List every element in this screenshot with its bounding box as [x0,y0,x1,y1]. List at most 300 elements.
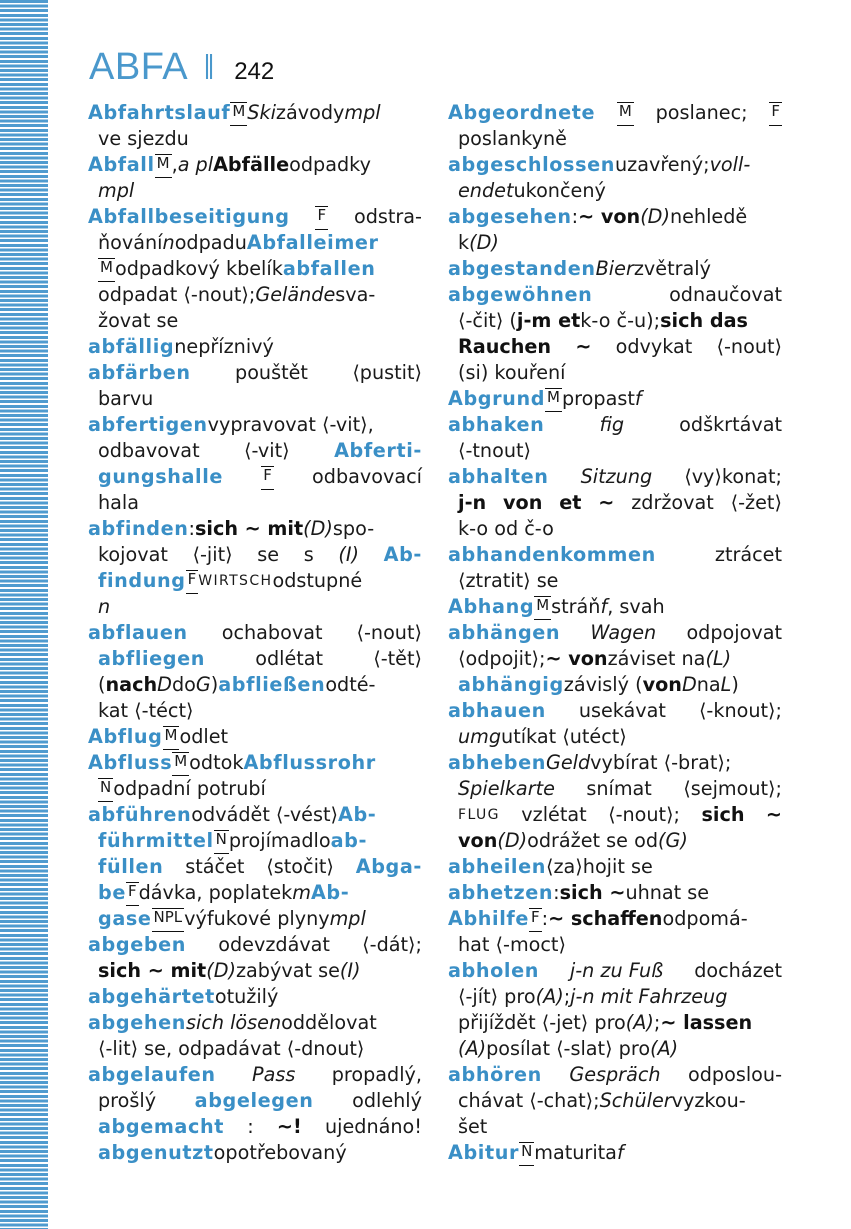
bold-phrase: ~ [598,491,615,514]
entry-line [88,620,422,646]
translation-text: s [303,543,314,566]
entry-continuation-line [448,1114,782,1140]
headword: abfließen [218,673,326,696]
headword: ab- [330,829,368,852]
headword: Ab- [383,543,422,566]
headword: abgesehen [448,205,572,228]
entry-continuation-line [448,1036,782,1062]
gender-marker: M [230,102,247,126]
headword: füllen [98,855,164,878]
headword: abflauen [88,621,188,644]
headword: abhängig [458,673,564,696]
entry-line [448,464,782,490]
bold-phrase: Rauchen [458,335,552,358]
headword: abhauen [448,699,546,722]
bold-phrase: nach [105,673,158,696]
italic-label: (A) [650,1037,679,1060]
gender-marker: N [519,1142,534,1166]
headword: Abflug [88,725,163,748]
headword: abfärben [88,361,191,384]
italic-label: D [681,673,697,696]
translation-text: odvádět ⟨-vést⟩ [191,803,338,826]
translation-text: ztrácet [714,543,782,566]
entry-continuation-line [448,724,782,750]
translation-text: odpadky [289,153,371,176]
entry-line [448,880,782,906]
gender-marker: M [98,258,115,282]
headword: abhalten [448,465,549,488]
entry-line [448,594,782,620]
header-separator: ‖ [203,49,215,87]
bold-phrase: sich ~ mit [194,517,304,540]
dictionary-column-right [448,100,782,1166]
page-header [89,46,274,90]
italic-label: D [157,673,172,696]
bold-phrase: ~ [575,335,592,358]
translation-text: odnaučovat [669,283,782,306]
translation-text: k-o od č-o [458,517,554,540]
translation-text: sva- [335,283,376,306]
translation-text: hala [98,491,140,514]
translation-text: k [458,231,470,254]
dictionary-column-left [88,100,422,1166]
italic-label: (G) [658,829,688,852]
translation-text: maturita [534,1141,617,1164]
entry-continuation-line [448,516,782,542]
translation-text: ⟨-nout⟩ [716,335,782,358]
headword: abfertigen [88,413,208,436]
entry-continuation-line [88,464,422,490]
entry-continuation-line [448,178,782,204]
translation-text: přijíždět ⟨-jet⟩ pro [458,1011,626,1034]
italic-label: (D) [640,205,670,228]
entry-continuation-line [448,126,782,152]
entry-line [88,334,422,360]
translation-text: vypravovat ⟨-vit⟩, [207,413,374,436]
translation-text: ⟨-žet⟩ [730,491,782,514]
italic-label: mpl [98,179,135,202]
headword: findung [98,569,186,592]
headword: abgeschlossen [448,153,615,176]
entry-continuation-line [88,126,422,152]
entry-continuation-line [88,256,422,282]
entry-continuation-line [448,802,782,828]
entry-line [448,256,782,282]
translation-text: posílat ⟨-slat⟩ pro [486,1037,651,1060]
entry-continuation-line [448,672,782,698]
bold-phrase: von [458,829,498,852]
gender-marker: F [126,882,139,906]
entry-continuation-line [88,1114,422,1140]
translation-text: utíkat ⟨utéct⟩ [501,725,627,748]
translation-text: závislý ( [563,673,643,696]
translation-text: závody [275,101,345,124]
translation-text: , [171,153,178,176]
translation-text: (si) kouření [458,361,566,384]
entry-continuation-line [448,646,782,672]
gender-marker: F [315,206,328,230]
entry-line [88,152,422,178]
entry-line [448,412,782,438]
translation-text: odstupné [272,569,363,592]
entry-continuation-line [448,932,782,958]
headword: abgewöhnen [448,283,593,306]
translation-text: ukončený [513,179,606,202]
italic-label: endet [458,179,514,202]
headword: abgestanden [448,257,596,280]
entry-continuation-line [448,568,782,594]
bold-phrase: ~ [765,803,782,826]
entry-continuation-line [88,438,422,464]
entry-continuation-line [88,178,422,204]
headword: Abgeordnete [448,101,596,124]
translation-text: odpadat ⟨-nout⟩; [98,283,256,306]
bold-phrase: sich [701,803,745,826]
translation-text: se [257,543,280,566]
italic-label: Pass [252,1063,296,1086]
entry-line [448,100,782,126]
entry-line [448,542,782,568]
entry-continuation-line [88,1140,422,1166]
italic-label: (L) [705,647,732,670]
entry-continuation-line [88,828,422,854]
entry-line [88,932,422,958]
entry-continuation-line [448,1010,782,1036]
italic-label: Ski [247,101,276,124]
bold-phrase: von [642,673,682,696]
entry-continuation-line [448,828,782,854]
headword: abhängen [448,621,561,644]
translation-text: ; [563,985,571,1008]
gender-marker: M [617,102,634,126]
headword: abholen [448,959,539,982]
translation-text: žovat se [98,309,179,332]
translation-text: ⟨-tět⟩ [373,647,422,670]
italic-label: Bier [595,257,634,280]
entry-line [88,412,422,438]
translation-text: usekávat [578,699,666,722]
translation-text: odrážet se od [527,829,658,852]
italic-label: mpl [344,101,381,124]
gender-marker: F [261,466,274,490]
translation-text: poslankyně [458,127,567,150]
gender-marker: M [172,752,189,776]
entry-continuation-line [88,230,422,256]
entry-continuation-line [88,880,422,906]
entry-continuation-line [88,646,422,672]
translation-text: ⟨stočit⟩ [266,855,334,878]
entry-line [88,1010,422,1036]
headword: Abgrund [448,387,546,410]
page-title: ABFA [89,46,189,88]
translation-text: ⟨-lit⟩ se, odpadávat ⟨-dnout⟩ [98,1037,365,1060]
translation-text: odlehlý [352,1089,422,1112]
bold-phrase: j-n [458,491,487,514]
translation-text: : [553,881,560,904]
italic-label: Geld [545,751,591,774]
entry-line [88,100,422,126]
bold-phrase: von [503,491,543,514]
entry-continuation-line [88,1088,422,1114]
translation-text: odposlou- [688,1063,782,1086]
headword: be [98,881,126,904]
headword: abfallen [282,257,376,280]
translation-text: dávka, poplatek [138,881,293,904]
headword: abgeben [88,933,187,956]
bold-phrase: ~ lassen [660,1011,753,1034]
translation-text: odškrtávat [679,413,782,436]
headword: abhaken [448,413,545,436]
translation-text: ⟨vy⟩konat; [684,465,782,488]
italic-label: f [600,595,608,618]
translation-text: pouštět [235,361,308,384]
italic-label: (I) [339,959,361,982]
headword: Abfall [88,153,155,176]
italic-label: umg [458,725,502,748]
italic-label: f [616,1141,624,1164]
italic-label: (D) [206,959,236,982]
translation-text: ochabovat [221,621,323,644]
headword: gase [98,907,152,930]
headword: abgelaufen [88,1063,216,1086]
italic-label: n [162,231,175,254]
headword: Abfallbeseitigung [88,205,290,228]
bold-phrase: ~! [276,1115,302,1138]
translation-text: spo- [332,517,375,540]
translation-text: odpadu [174,231,247,254]
bold-phrase: Abfälle [213,153,290,176]
entry-line [88,1062,422,1088]
entry-line [448,152,782,178]
translation-text: oddělovat [281,1011,377,1034]
entry-continuation-line [88,698,422,724]
italic-label: L [720,673,732,696]
headword: Abfahrtslauf [88,101,231,124]
entry-continuation-line [448,334,782,360]
italic-label: Gelände [255,283,336,306]
headword: abfällig [88,335,175,358]
headword: gungshalle [98,465,223,488]
entry-line [88,360,422,386]
italic-label: Sitzung [580,465,653,488]
translation-text: , svah [607,595,665,618]
translation-text: šet [458,1115,488,1138]
translation-text: odlet [179,725,229,748]
translation-text: uzavřený; [614,153,710,176]
translation-text: odvykat [615,335,693,358]
translation-text: odbavovat [98,439,200,462]
translation-text: projímadlo [228,829,331,852]
entry-line [88,750,422,776]
headword: abführen [88,803,192,826]
entry-continuation-line [88,854,422,880]
headword: Abhilfe [448,907,529,930]
translation-text: ⟨-jit⟩ [192,543,233,566]
gender-marker: M [545,388,562,412]
bold-phrase: ~ schaffen [548,907,663,930]
entry-line [448,386,782,412]
bold-phrase: sich ~ mit [98,959,207,982]
translation-text: zdržovat [631,491,714,514]
translation-text: poslanec; [655,101,748,124]
headword: abgehen [88,1011,186,1034]
entry-line [448,750,782,776]
translation-text: ⟨-nout⟩; [608,803,681,826]
translation-text: vzlétat [521,803,587,826]
headword: abhören [448,1063,542,1086]
entry-line [88,802,422,828]
translation-text: nehledě [669,205,748,228]
gender-marker: N [214,830,229,854]
translation-text: odpojovat [686,621,782,644]
headword: Ab- [338,803,377,826]
translation-text: ⟨pustit⟩ [352,361,422,384]
translation-text: otužilý [214,985,279,1008]
headword: Abferti- [334,439,422,462]
italic-label: (D) [303,517,333,540]
translation-text: kat ⟨-téct⟩ [98,699,194,722]
headword: Abfalleimer [246,231,379,254]
gender-marker: M [155,154,172,178]
translation-text: výfukové plyny [184,907,330,930]
translation-text: ⟨-nout⟩ [356,621,422,644]
headword: abhetzen [448,881,554,904]
bold-phrase: sich das [660,309,748,332]
translation-text: ⟨odpojit⟩; [458,647,546,670]
domain-label: FLUG [458,807,500,823]
entry-continuation-line [88,386,422,412]
entry-line [88,516,422,542]
italic-label: (D) [469,231,499,254]
entry-continuation-line [448,984,782,1010]
entry-continuation-line [88,568,422,594]
translation-text: propast [562,387,635,410]
entry-continuation-line [88,1036,422,1062]
headword: Abga- [355,855,422,878]
headword: abheilen [448,855,546,878]
headword: abgemacht [98,1115,224,1138]
entry-continuation-line [448,776,782,802]
bold-phrase: ~ von [578,205,641,228]
translation-text: odlétat [255,647,324,670]
translation-text: ⟨-čit⟩ ( [458,309,517,332]
headword: abhandenkommen [448,543,656,566]
translation-text: zvětralý [633,257,711,280]
italic-label: sich lösen [185,1011,282,1034]
bold-phrase: ~ von [545,647,608,670]
italic-label: n [98,595,111,618]
translation-text: vybírat ⟨-brat⟩; [590,751,732,774]
domain-label: WIRTSCH [198,573,273,589]
translation-text: ; [653,1011,661,1034]
italic-label: (A) [458,1037,487,1060]
entry-continuation-line [448,360,782,386]
translation-text: odté- [325,673,376,696]
translation-text: : [571,205,579,228]
translation-text: ⟨za⟩hojit se [545,855,653,878]
headword: Abfluss [88,751,173,774]
translation-text: kojovat [98,543,168,566]
entry-continuation-line [88,776,422,802]
headword: abfinden [88,517,189,540]
italic-label: (A) [625,1011,654,1034]
entry-continuation-line [88,672,422,698]
entry-line [448,620,782,646]
headword: abfliegen [98,647,206,670]
entry-continuation-line [448,308,782,334]
italic-label: G [195,673,211,696]
translation-text: odpadní potrubí [113,777,266,800]
translation-text: ⟨-jít⟩ pro [458,985,536,1008]
translation-text: zabývat se [235,959,340,982]
entry-continuation-line [448,438,782,464]
translation-text: nepříznivý [174,335,274,358]
translation-text: k-o č-u); [580,309,661,332]
italic-label: Schüler [599,1089,672,1112]
translation-text: ) [210,673,219,696]
italic-label: f [634,387,642,410]
translation-text: chávat ⟨-chat⟩; [458,1089,600,1112]
translation-text: záviset na [607,647,706,670]
headword: abheben [448,751,546,774]
headword: führmittel [98,829,214,852]
gender-marker: NPL [152,908,185,932]
bold-phrase: et [559,491,582,514]
translation-text: ⟨-dát⟩; [362,933,422,956]
italic-label: j-n zu Fuß [569,959,664,982]
translation-text: odevzdávat [218,933,330,956]
translation-text: do [171,673,196,696]
translation-text: : [541,907,549,930]
translation-text: ňování [98,231,163,254]
translation-text: stáčet [185,855,245,878]
headword: Abhang [448,595,535,618]
gender-marker: F [186,570,199,594]
translation-text: prošlý [98,1089,157,1112]
italic-label: Wagen [590,621,657,644]
translation-text: ⟨-vit⟩ [244,439,290,462]
italic-label: Gespräch [569,1063,661,1086]
translation-text: odpadkový kbelík [114,257,283,280]
translation-text: uhnat se [625,881,710,904]
headword: abgehärtet [88,985,215,1008]
translation-text: ujednáno! [324,1115,422,1138]
translation-text: odstra- [353,205,422,228]
translation-text: na [696,673,721,696]
gender-marker: F [769,102,782,126]
gender-marker: N [98,778,113,802]
entry-continuation-line [88,906,422,932]
entry-line [448,958,782,984]
entry-continuation-line [88,308,422,334]
entry-line [88,984,422,1010]
translation-text: odbavovací [312,465,422,488]
translation-text: odpomá- [662,907,748,930]
entry-continuation-line [88,958,422,984]
headword: Abflussrohr [243,751,376,774]
entry-continuation-line [88,594,422,620]
gender-marker: M [534,596,551,620]
entry-continuation-line [88,542,422,568]
translation-text: snímat [586,777,652,800]
translation-text: stráň [551,595,601,618]
headword: abgenutzt [98,1141,214,1164]
translation-text: propadlý, [331,1063,422,1086]
translation-text: opotřebovaný [213,1141,347,1164]
entry-continuation-line [448,230,782,256]
entry-continuation-line [448,490,782,516]
translation-text: ) [731,673,739,696]
